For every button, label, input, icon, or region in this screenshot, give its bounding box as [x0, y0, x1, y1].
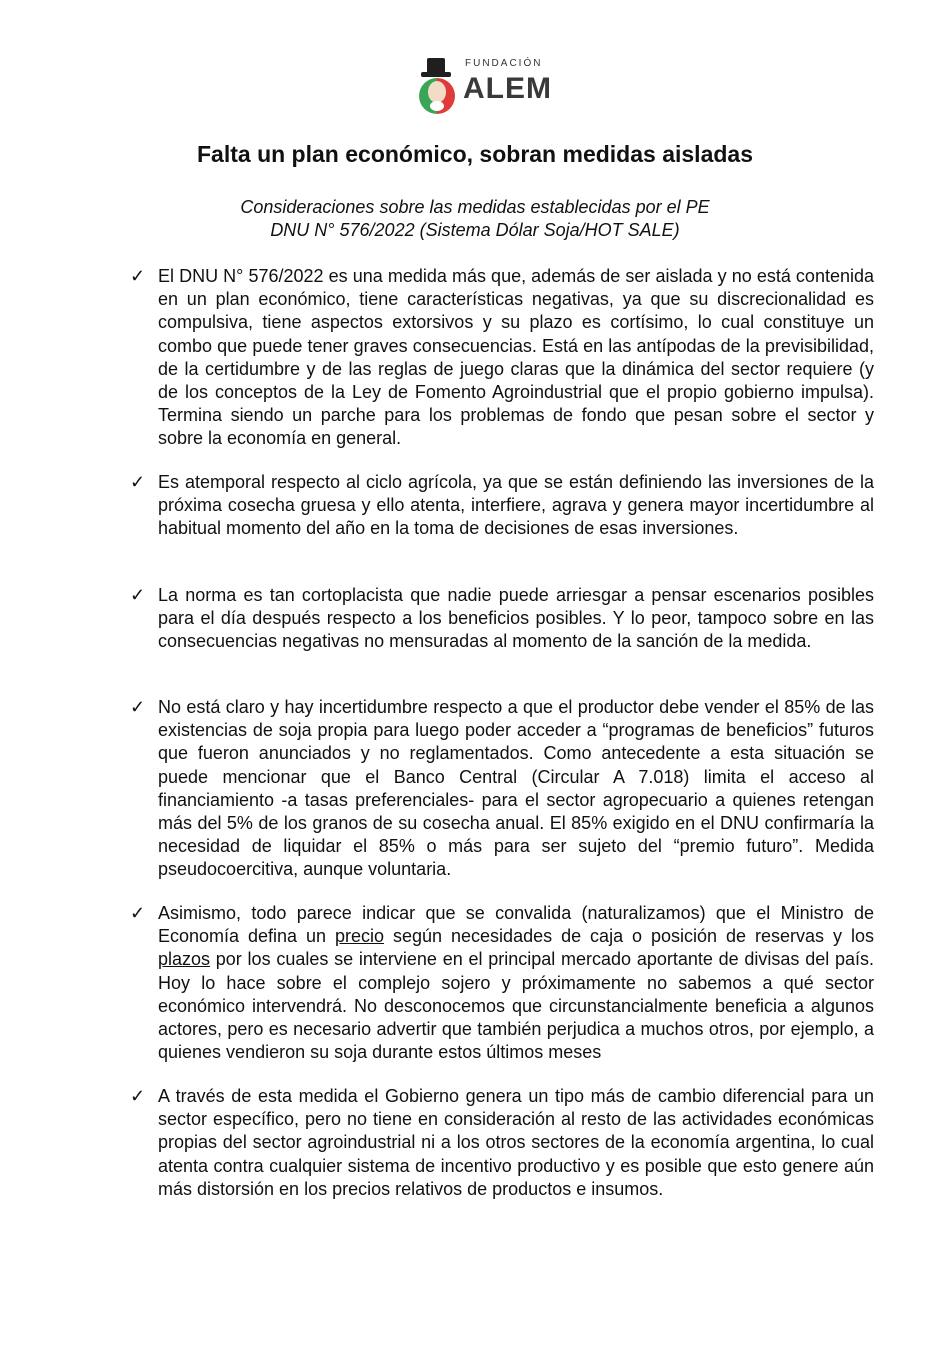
logo-mascot-icon — [413, 56, 461, 116]
underlined-word-plazos: plazos — [158, 949, 211, 970]
logo-name: ALEM — [463, 72, 552, 105]
check-icon: ✓ — [130, 1086, 146, 1106]
bullet-item-3: La norma es tan cortoplacista que nadie puede arriesgar a pensar escenarios posibles para el día después respecto a los beneficios posibles. Y lo peor, tampoco sobre en las consecuencias negativas no mensuradas al momento de la sanción de la medida. — [158, 585, 874, 652]
check-icon: ✓ — [130, 585, 146, 605]
check-icon: ✓ — [130, 697, 146, 717]
bullet-item-5 — [158, 902, 874, 1064]
bullet-item-1: El DNU N° 576/2022 es una medida más que, además de ser aislada y no está contenida en un plan económico, tiene características negativas, ya que su discrecionalidad es compulsiva, tiene aspectos extorsivos y su plazo es cortísimo, lo cual constituye un combo que puede tener graves consecuencias. Está en las antípodas de la previsibilidad, de la certidumbre y de las reglas de juego claras que la dinámica del sector requiere (y de los conceptos de la Ley de Fomento Agroindustrial que el propio gobierno impulsa). Termina siendo un parche para los problemas de fondo que pesan sobre el sector y sobre la economía en general. — [158, 266, 874, 449]
item-5-text-c: por los cuales se interviene en el principal mercado aportante de divisas del país. Hoy lo hace sobre el complejo sojero y próximamente no sabemos a qué sector económico intervendrá. No desconocemos que circunstancialmente beneficia a algunos actores, pero es necesario advertir que también perjudica a muchos otros, por ejemplo, a quienes vendieron su soja durante estos últimos meses — [158, 949, 874, 1063]
subtitle-line-1: Consideraciones sobre las medidas establecidas por el PE — [240, 197, 710, 217]
document-title: Falta un plan económico, sobran medidas aisladas — [197, 141, 753, 167]
underlined-word-precio: precio — [335, 926, 385, 947]
check-icon: ✓ — [130, 266, 146, 286]
item-5-text-a: Asimismo, todo parece indicar que se convalida (naturalizamos) que el Ministro de Economía defina un — [158, 903, 874, 947]
fundacion-alem-logo — [413, 56, 563, 118]
check-icon: ✓ — [130, 903, 146, 923]
bullet-item-6: A través de esta medida el Gobierno genera un tipo más de cambio diferencial para un sector específico, pero no tiene en consideración al resto de las actividades económicas propias del sector agroindustrial ni a los otros sectores de la economía argentina, lo cual atenta contra cualquier sistema de incentivo productivo y es posible que esto genere aún más distorsión en los precios relativos de productos e insumos. — [158, 1086, 874, 1199]
bullet-item-2: Es atemporal respecto al ciclo agrícola, ya que se están definiendo las inversiones de la próxima cosecha gruesa y ello atenta, interfiere, agrava y genera mayor incertidumbre al habitual momento del año en la toma de decisiones de esas inversiones. — [158, 472, 874, 539]
check-icon: ✓ — [130, 472, 146, 492]
item-5-text-b: según necesidades de caja o posición de reservas y los — [384, 926, 874, 947]
subtitle-line-2: DNU N° 576/2022 (Sistema Dólar Soja/HOT SALE) — [270, 220, 680, 240]
document-subtitle — [0, 196, 950, 242]
logo-top-text: FUNDACIÓN — [465, 58, 543, 69]
bullet-item-4: No está claro y hay incertidumbre respecto a que el productor debe vender el 85% de las existencias de soja propia para luego poder acceder a “programas de beneficios” futuros que fueron anunciados y no reglamentados. Como antecedente a esta situación se puede mencionar que el Banco Central (Circular A 7.018) limita el acceso al financiamiento -a tasas preferenciales- para el sector agropecuario a quienes retengan más del 5% de los granos de su cosecha anual. El 85% exigido en el DNU confirmaría la necesidad de liquidar el 85% o más para ser sujeto del “premio futuro”. Medida pseudocoercitiva, aunque voluntaria. — [158, 697, 874, 880]
